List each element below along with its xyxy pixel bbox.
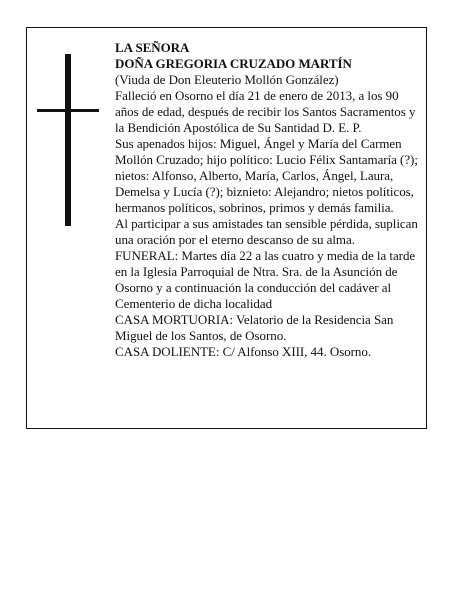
obituary-notice bbox=[26, 27, 427, 429]
cross-vertical-bar bbox=[65, 54, 71, 226]
cross-horizontal-bar bbox=[37, 109, 99, 112]
widow-of-line: (Viuda de Don Eleuterio Mollón González) bbox=[115, 72, 339, 87]
prayer-request: Al participar a sus amistades tan sensible pérdida, suplican una oración por el eterno descanso de su alma. bbox=[115, 216, 418, 247]
casa-doliente: CASA DOLIENTE: C/ Alfonso XIII, 44. Osorno. bbox=[115, 344, 372, 359]
notice-title: LA SEÑORA bbox=[115, 40, 190, 55]
family-list: Sus apenados hijos: Miguel, Ángel y María del Carmen Mollón Cruzado; hijo político: Lucio Félix Santamaría (?); nietos: Alfonso, Alberto, María, Carlos, Ángel, Laura, Demelsa y Lucía (?); biznieto: Alejandro; nietos políticos, hermanos políticos, sobrinos, primos y demás familia. bbox=[115, 136, 418, 215]
deceased-name: DOÑA GREGORIA CRUZADO MARTÍN bbox=[115, 56, 352, 71]
cross-icon bbox=[37, 54, 99, 226]
casa-mortuoria: CASA MORTUORIA: Velatorio de la Residencia San Miguel de los Santos, de Osorno. bbox=[115, 312, 394, 343]
death-announcement: Falleció en Osorno el día 21 de enero de 2013, a los 90 años de edad, después de recibir los Santos Sacramentos y la Bendición Apostólica de Su Santidad D. E. P. bbox=[115, 88, 416, 135]
obituary-text bbox=[115, 40, 423, 360]
funeral-details: FUNERAL: Martes día 22 a las cuatro y media de la tarde en la Iglesia Parroquial de Ntra. Sra. de la Asunción de Osorno y a continuación la conducción del cadáver al Cementerio de dicha localidad bbox=[115, 248, 416, 311]
